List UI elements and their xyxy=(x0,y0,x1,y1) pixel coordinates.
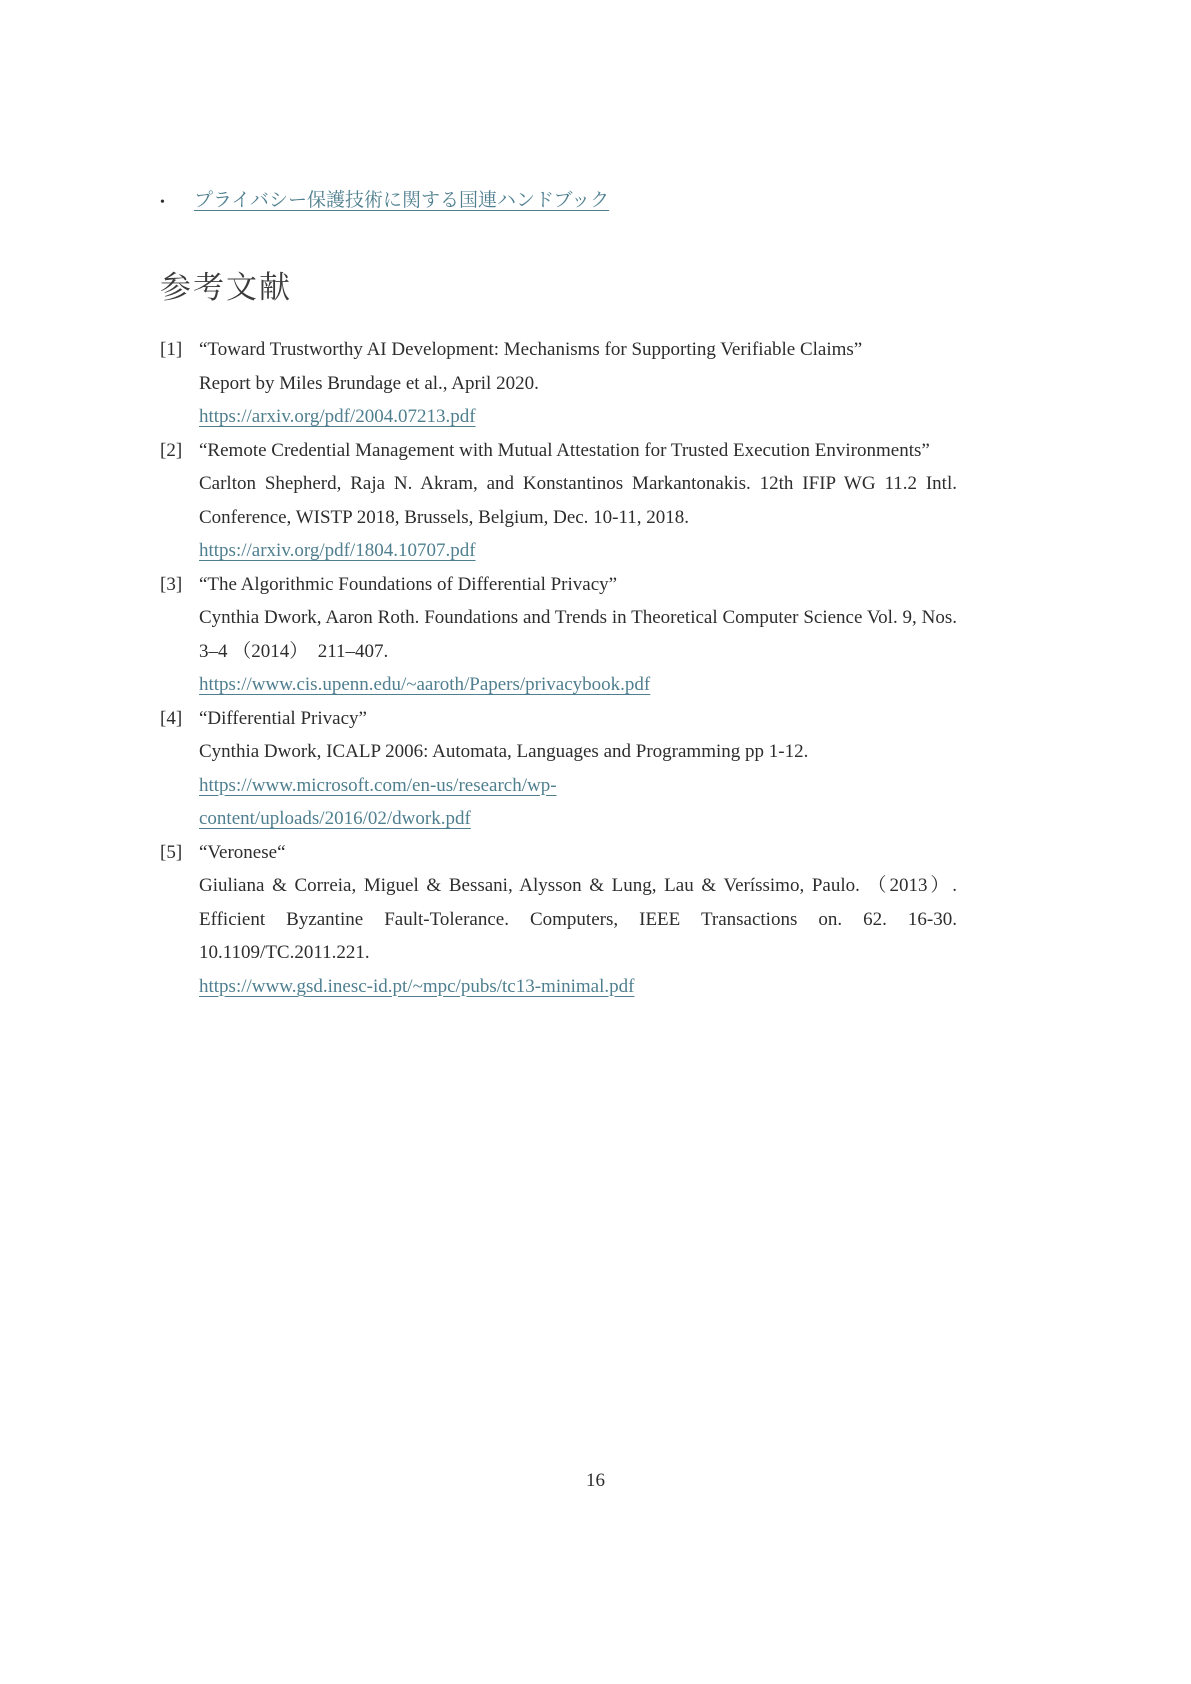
reference-item-4 xyxy=(160,702,957,836)
reference-url-link[interactable]: https://www.microsoft.com/en-us/research/wp- xyxy=(199,774,557,796)
reference-url-link[interactable]: https://www.gsd.inesc-id.pt/~mpc/pubs/tc13-minimal.pdf xyxy=(199,975,635,997)
reference-title: “Veronese“ xyxy=(199,841,286,863)
reference-url-link-continued[interactable]: content/uploads/2016/02/dwork.pdf xyxy=(199,808,471,829)
reference-title: “Differential Privacy” xyxy=(199,707,367,729)
references-heading: 参考文献 xyxy=(160,270,292,305)
reference-authors: Cynthia Dwork, Aaron Roth. Foundations and Trends in Theoretical Computer Science Vol. 9, Nos. 3–4 （2014） 211–407. xyxy=(199,607,957,662)
reference-number: [2] xyxy=(160,439,183,461)
reference-number: [3] xyxy=(160,573,183,595)
reference-title: “Remote Credential Management with Mutual Attestation for Trusted Execution Environments” xyxy=(199,439,930,461)
reference-item-3 xyxy=(160,568,957,702)
reference-number: [1] xyxy=(160,339,183,360)
reference-authors: Giuliana & Correia, Miguel & Bessani, Alysson & Lung, Lau & Veríssimo, Paulo. （2013）. Efficient Byzantine Fault-Tolerance. Computers, IEEE Transactions on. 62. 16-30. 10.1109/TC.2011.221. xyxy=(199,875,957,963)
page-number: 16 xyxy=(586,1470,605,1491)
reference-number: [5] xyxy=(160,841,183,863)
reference-authors: Report by Miles Brundage et al., April 2020. xyxy=(199,372,539,394)
reference-item-5 xyxy=(160,836,957,1004)
reference-url-link[interactable]: https://arxiv.org/pdf/1804.10707.pdf xyxy=(199,540,476,561)
reference-title: “Toward Trustworthy AI Development: Mechanisms for Supporting Verifiable Claims” xyxy=(199,339,863,360)
un-handbook-link[interactable]: プライバシー保護技術に関する国連ハンドブック xyxy=(194,190,610,211)
reference-authors: Carlton Shepherd, Raja N. Akram, and Konstantinos Markantonakis. 12th IFIP WG 11.2 Intl. Conference, WISTP 2018, Brussels, Belgium, Dec. 10-11, 2018. xyxy=(199,473,957,528)
bullet-list-item xyxy=(160,186,957,218)
reference-item-1 xyxy=(160,333,957,434)
reference-list xyxy=(160,333,957,1003)
reference-url-link[interactable]: https://www.cis.upenn.edu/~aaroth/Papers/privacybook.pdf xyxy=(199,674,651,695)
reference-number: [4] xyxy=(160,707,183,729)
reference-url-link[interactable]: https://arxiv.org/pdf/2004.07213.pdf xyxy=(199,406,476,427)
reference-title: “The Algorithmic Foundations of Differential Privacy” xyxy=(199,573,618,595)
reference-authors: Cynthia Dwork, ICALP 2006: Automata, Languages and Programming pp 1-12. xyxy=(199,741,809,762)
reference-item-2 xyxy=(160,434,957,568)
bullet-marker: • xyxy=(160,195,165,210)
